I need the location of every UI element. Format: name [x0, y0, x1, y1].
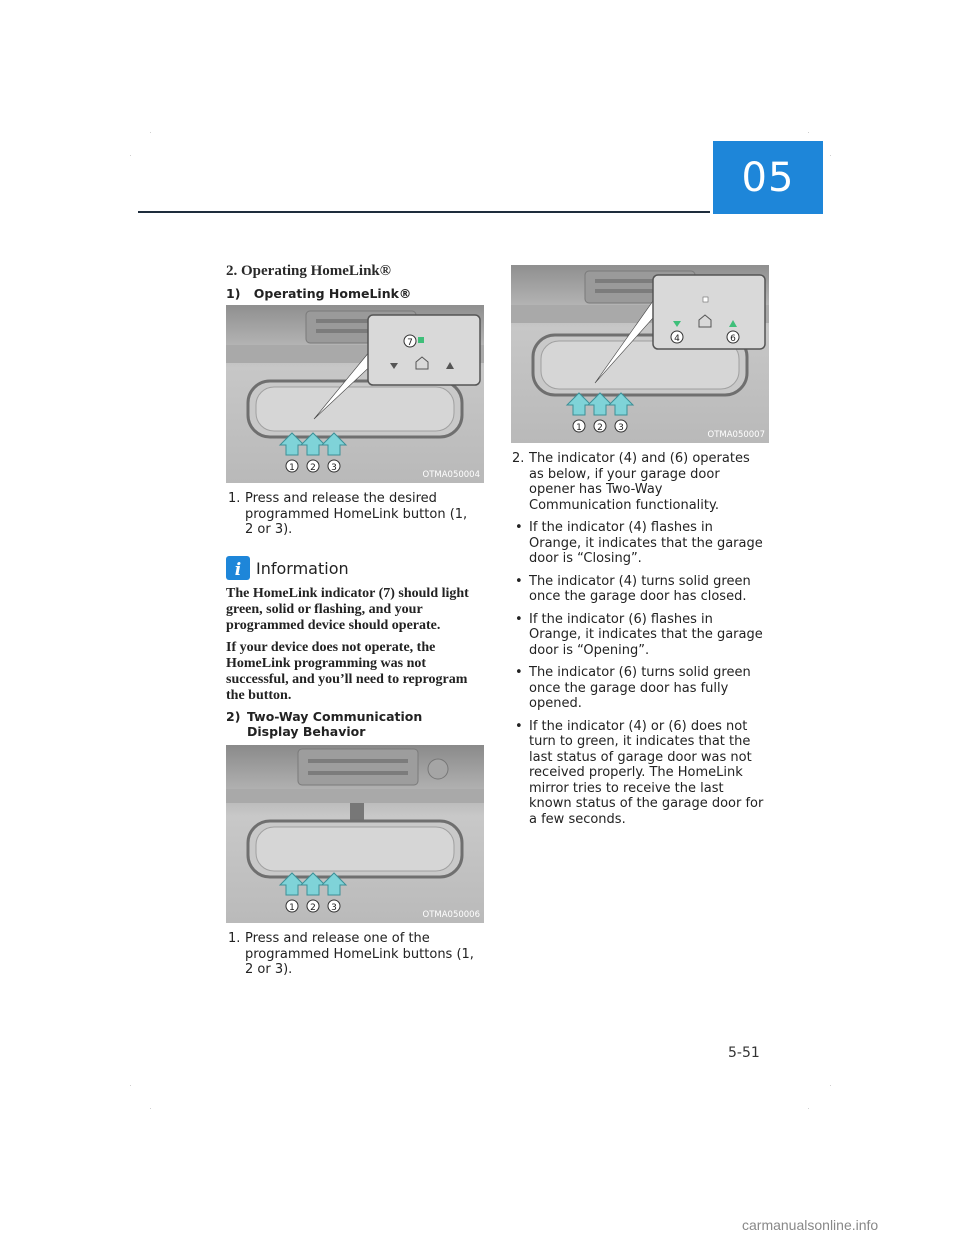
- figure-3-label-1: 1: [576, 423, 582, 433]
- subsection-2-title: Two-Way Communication Display Behavior: [247, 709, 423, 739]
- watermark: carmanualsonline.info: [742, 1217, 879, 1233]
- button-arrows: [280, 873, 346, 895]
- crop-mark: [130, 1085, 131, 1086]
- figure-2-label-3: 3: [331, 903, 337, 913]
- info-icon: [226, 556, 250, 580]
- information-box: [226, 556, 484, 704]
- subsection-2-number: 2): [226, 709, 241, 724]
- bullet-item: • The indicator (6) turns solid green once the garage door has fully opened.: [515, 665, 751, 711]
- information-paragraph-1: The HomeLink indicator (7) should light green, solid or flashing, and your programmed device should operate.: [226, 586, 469, 633]
- figure-homelink-mirror-1: [226, 305, 484, 483]
- subsection-2-heading: [226, 709, 476, 739]
- bullet-item: • The indicator (4) turns solid green once the garage door has closed.: [515, 573, 751, 604]
- figure-1-label-1: 1: [289, 463, 295, 473]
- figure-homelink-mirror-2: [226, 745, 484, 923]
- figure-1-label-2: 2: [310, 463, 316, 473]
- indicator-bullet-list: [512, 520, 764, 827]
- button-arrows: [280, 433, 346, 455]
- step-list-2: [228, 931, 478, 978]
- figure-1-illustration: [226, 305, 484, 483]
- figure-2-label-1: 1: [289, 903, 295, 913]
- crop-mark: [808, 132, 809, 133]
- figure-3-illustration: [511, 265, 769, 443]
- step-list-1: [228, 491, 478, 538]
- figure-2-code: OTMA050006: [422, 910, 480, 920]
- subsection-1-title: Operating HomeLink®: [253, 286, 412, 301]
- subsection-1-heading: [226, 286, 411, 301]
- crop-mark: [150, 132, 151, 133]
- button-arrows: [567, 393, 633, 415]
- figure-1-label-7: 7: [407, 338, 413, 348]
- figure-3-label-2: 2: [597, 423, 603, 433]
- subsection-1-number: 1): [226, 286, 241, 301]
- figure-2-illustration: [226, 745, 484, 923]
- crop-mark: [150, 1108, 151, 1109]
- step-item: 1. Press and release the desired programmed HomeLink button (1, 2 or 3).: [228, 491, 468, 537]
- information-title: Information: [256, 558, 349, 578]
- figure-3-label-3: 3: [618, 423, 624, 433]
- figure-1-code: OTMA050004: [422, 470, 480, 480]
- svg-text:i: i: [234, 560, 242, 580]
- bullet-item: • If the indicator (6) flashes in Orange, it indicates that the garage door is “Opening”.: [515, 611, 763, 658]
- crop-mark: [830, 155, 831, 156]
- section-title: 2. Operating HomeLink®: [226, 263, 391, 279]
- information-paragraph-2: If your device does not operate, the HomeLink programming was not successful, and you’ll need to reprogram the button.: [226, 640, 468, 703]
- crop-mark: [130, 155, 131, 156]
- indicator-7-light: [418, 337, 424, 343]
- header-rule: [138, 211, 710, 213]
- page-number: 5-51: [728, 1045, 760, 1061]
- information-header: [226, 556, 484, 580]
- crop-mark: [808, 1108, 809, 1109]
- bullet-item: • If the indicator (4) flashes in Orange, it indicates that the garage door is “Closing”.: [515, 520, 763, 566]
- figure-3-code: OTMA050007: [707, 430, 765, 440]
- chapter-tab: 05: [713, 141, 823, 214]
- bullet-item: • If the indicator (4) or (6) does not turn to green, it indicates that the last status of garage door was not received properly. The HomeLink mirror tries to receive the last known status of the garage door for a few seconds.: [515, 718, 764, 827]
- step-item: 2. The indicator (4) and (6) operates as below, if your garage door opener has Two-Way Communication functionality.: [512, 451, 750, 513]
- crop-mark: [830, 1085, 831, 1086]
- figure-1-label-3: 3: [331, 463, 337, 473]
- figure-2-label-2: 2: [310, 903, 316, 913]
- figure-homelink-mirror-3: [511, 265, 769, 443]
- step-item: 1. Press and release one of the programmed HomeLink buttons (1, 2 or 3).: [228, 931, 474, 977]
- figure-3-label-4: 4: [674, 334, 680, 344]
- figure-3-label-6: 6: [730, 334, 736, 344]
- right-column-text: [512, 451, 764, 834]
